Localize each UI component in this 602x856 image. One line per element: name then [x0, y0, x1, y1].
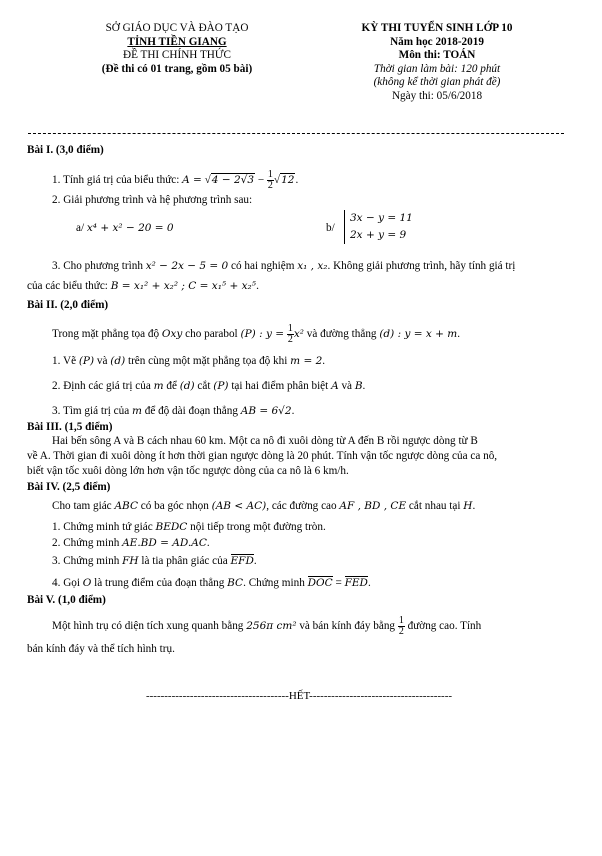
text: trên cùng một mặt phẳng tọa độ khi	[127, 355, 288, 367]
math: BEDC	[155, 521, 188, 533]
math: EFD	[230, 555, 254, 567]
text: Một hình trụ có diện tích xung quanh bằng	[52, 620, 244, 633]
s4-q2: 2. Chứng minh AE.BD = AD.AC.	[52, 537, 210, 549]
s2-q1: 1. Vẽ (P) và (d) trên cùng một mặt phẳng tọa độ khi m = 2.	[52, 355, 326, 367]
section-title: Bài III. (1,5 điểm)	[27, 421, 113, 433]
math: 4 − 2√3	[211, 174, 255, 187]
text: là trung điểm của đoạn thẳng	[94, 577, 225, 589]
fraction-den: 2	[267, 180, 273, 191]
s4-q1	[52, 521, 326, 534]
paragraph-line: bán kính đáy và thể tích hình trụ.	[27, 643, 175, 655]
paragraph-line: về A. Thời gian đi xuôi dòng ít hơn thời gian ngược dòng là 20 phút. Tính vận tốc ngược dòng của ca nô,	[27, 450, 498, 462]
exam-time-note: (không kể thời gian phát đề)	[373, 76, 501, 88]
s4-intro: Cho tam giác ABC có ba góc nhọn (AB < AC), các đường cao AF , BD , CE cắt nhau tại H.	[52, 500, 476, 512]
section-title: Bài IV. (2,5 điểm)	[27, 481, 111, 493]
official-label: ĐỀ THI CHÍNH THỨC	[122, 49, 232, 61]
s4-q3: 3. Chứng minh FH là tia phân giác của EFD.	[52, 555, 257, 567]
system-eq-1: 3x − y = 11	[350, 212, 413, 224]
s1-qb-label: b/	[326, 222, 335, 234]
province-name: TỈNH TIỀN GIANG	[127, 35, 227, 48]
math: BC	[227, 577, 244, 589]
math: m = 2	[290, 355, 323, 367]
math: H	[463, 500, 473, 512]
paragraph-line: Hai bến sông A và B cách nhau 60 km. Một ca nô đi xuôi dòng từ A đến B rồi ngược dòng từ B	[52, 435, 478, 447]
text: Trong mặt phẳng tọa độ	[52, 328, 160, 341]
math: x²	[293, 328, 304, 341]
text: và bán kính đáy bằng	[299, 620, 396, 633]
fraction-den: 2	[287, 334, 293, 345]
page-note: (Đề thi có 01 trang, gồm 05 bài)	[101, 62, 253, 75]
text: . Không giải phương trình, hãy tính giá trị	[327, 260, 516, 272]
math: x⁴ + x² − 20 = 0	[86, 222, 174, 234]
text: 2. Chứng minh	[52, 537, 120, 549]
math: ABC	[114, 500, 138, 512]
text: . Chứng minh	[243, 577, 305, 589]
text: 3. Chứng minh	[52, 555, 120, 567]
text: cho parabol	[185, 328, 238, 341]
text: để	[166, 380, 177, 392]
math: AB = 6√2	[240, 405, 292, 417]
s1-q1: 1. Tính giá trị của biểu thức: A = √4 − 2√3 − $\frac{1}{2}$ √12.	[52, 169, 299, 191]
fraction	[398, 616, 405, 637]
text: là tia phân giác của	[141, 555, 228, 567]
header-left	[52, 22, 302, 76]
math: (d)	[179, 380, 195, 392]
math: 12	[281, 174, 295, 187]
subject: Môn thi: TOÁN	[398, 49, 476, 61]
text: và	[341, 380, 353, 392]
text: có ba góc nhọn	[140, 500, 209, 512]
math: x² − 2x − 5 = 0	[145, 260, 229, 272]
text: cắt	[197, 380, 211, 392]
math: (P)	[213, 380, 229, 392]
math: A =	[182, 174, 202, 187]
exam-title: KỲ THI TUYỂN SINH LỚP 10	[361, 22, 513, 34]
math: m	[153, 380, 164, 392]
fraction-num: 1	[287, 323, 293, 334]
text: 3. Tìm giá trị của	[52, 405, 130, 417]
math: DOC	[307, 577, 333, 589]
text: cắt nhau tại	[408, 500, 461, 512]
department-name: SỞ GIÁO DỤC VÀ ĐÀO TẠO	[105, 22, 249, 34]
math: B = x₁² + x₂² ; C = x₁⁵ + x₂⁵.	[110, 280, 260, 292]
text: đường cao. Tính	[407, 620, 482, 633]
s1-q2: 2. Giải phương trình và hệ phương trình sau:	[52, 194, 253, 206]
text: , các đường cao	[266, 500, 337, 512]
text: a/	[76, 222, 85, 234]
section-title: Bài I. (3,0 điểm)	[27, 144, 104, 156]
s1-q3-cont	[27, 280, 259, 293]
header-divider	[28, 133, 564, 134]
s1-qa	[76, 222, 174, 235]
text: Cho tam giác	[52, 500, 112, 512]
math: Oxy	[161, 328, 183, 341]
math: (d)	[110, 355, 126, 367]
math: A	[331, 380, 339, 392]
text: có hai nghiệm	[231, 260, 295, 272]
text: và	[96, 355, 108, 367]
s2-q3: 3. Tìm giá trị của m để độ dài đoạn thẳng AB = 6√2.	[52, 405, 295, 417]
footer-end-mark: ---------------------------------------HẾT---------------------------------------	[145, 690, 453, 702]
math: (d) : y = x + m	[379, 328, 458, 341]
math: AF , BD , CE	[339, 500, 407, 512]
s2-intro: Trong mặt phẳng tọa độ Oxy cho parabol (P) : y = $\frac{1}{2}$ x² và đường thẳng (d) : y = x + m.	[52, 323, 461, 345]
fraction-num: 1	[267, 169, 273, 180]
math: (P) : y =	[240, 328, 285, 341]
math: B	[354, 380, 363, 392]
math: =	[335, 577, 342, 589]
s1-q3	[52, 260, 515, 273]
fraction-num: 1	[398, 615, 404, 626]
section-title: Bài V. (1,0 điểm)	[27, 594, 106, 606]
text: của các biểu thức:	[27, 280, 108, 292]
text: để độ dài đoạn thẳng	[144, 405, 238, 417]
fraction-den: 2	[398, 626, 404, 637]
system-eq-2: 2x + y = 9	[350, 229, 407, 241]
math: x₁ , x₂	[297, 260, 328, 272]
s4-q4: 4. Gọi O là trung điểm của đoạn thẳng BC. Chứng minh DOC = FED.	[52, 577, 371, 589]
math: FH	[122, 555, 139, 567]
paragraph-line: biết vận tốc xuôi dòng lớn hơn vận tốc ngược dòng của ca nô là 6 km/h.	[27, 465, 349, 477]
s5-l1	[52, 616, 481, 637]
math: −	[257, 174, 265, 187]
math: (P)	[78, 355, 95, 367]
text: 2. Định các giá trị của	[52, 380, 151, 392]
text: 3. Cho phương trình	[52, 260, 143, 272]
text: 1. Tính giá trị của biểu thức:	[52, 174, 180, 187]
s2-q2: 2. Định các giá trị của m để (d) cắt (P) tại hai điểm phân biệt A và B.	[52, 380, 366, 392]
fraction	[287, 324, 294, 345]
text: 1. Chứng minh tứ giác	[52, 521, 153, 533]
exam-date: Ngày thi: 05/6/2018	[391, 89, 483, 102]
math: (AB < AC)	[211, 500, 267, 512]
text: và đường thẳng	[306, 328, 377, 341]
math: O	[82, 577, 92, 589]
math: 256π cm²	[246, 620, 297, 633]
math: AE.BD = AD.AC	[122, 537, 207, 549]
math: FED	[344, 577, 368, 589]
text: tại hai điểm phân biệt	[231, 380, 329, 392]
text: nội tiếp trong một đường tròn.	[190, 521, 326, 533]
text: 1. Vẽ	[52, 355, 77, 367]
equation-system	[344, 210, 413, 244]
header-right	[312, 22, 562, 103]
fraction	[267, 170, 274, 191]
school-year: Năm học 2018-2019	[390, 35, 484, 48]
text: 4. Gọi	[52, 577, 80, 589]
math: m	[131, 405, 142, 417]
exam-time: Thời gian làm bài: 120 phút	[373, 62, 501, 75]
section-title: Bài II. (2,0 điểm)	[27, 299, 109, 311]
